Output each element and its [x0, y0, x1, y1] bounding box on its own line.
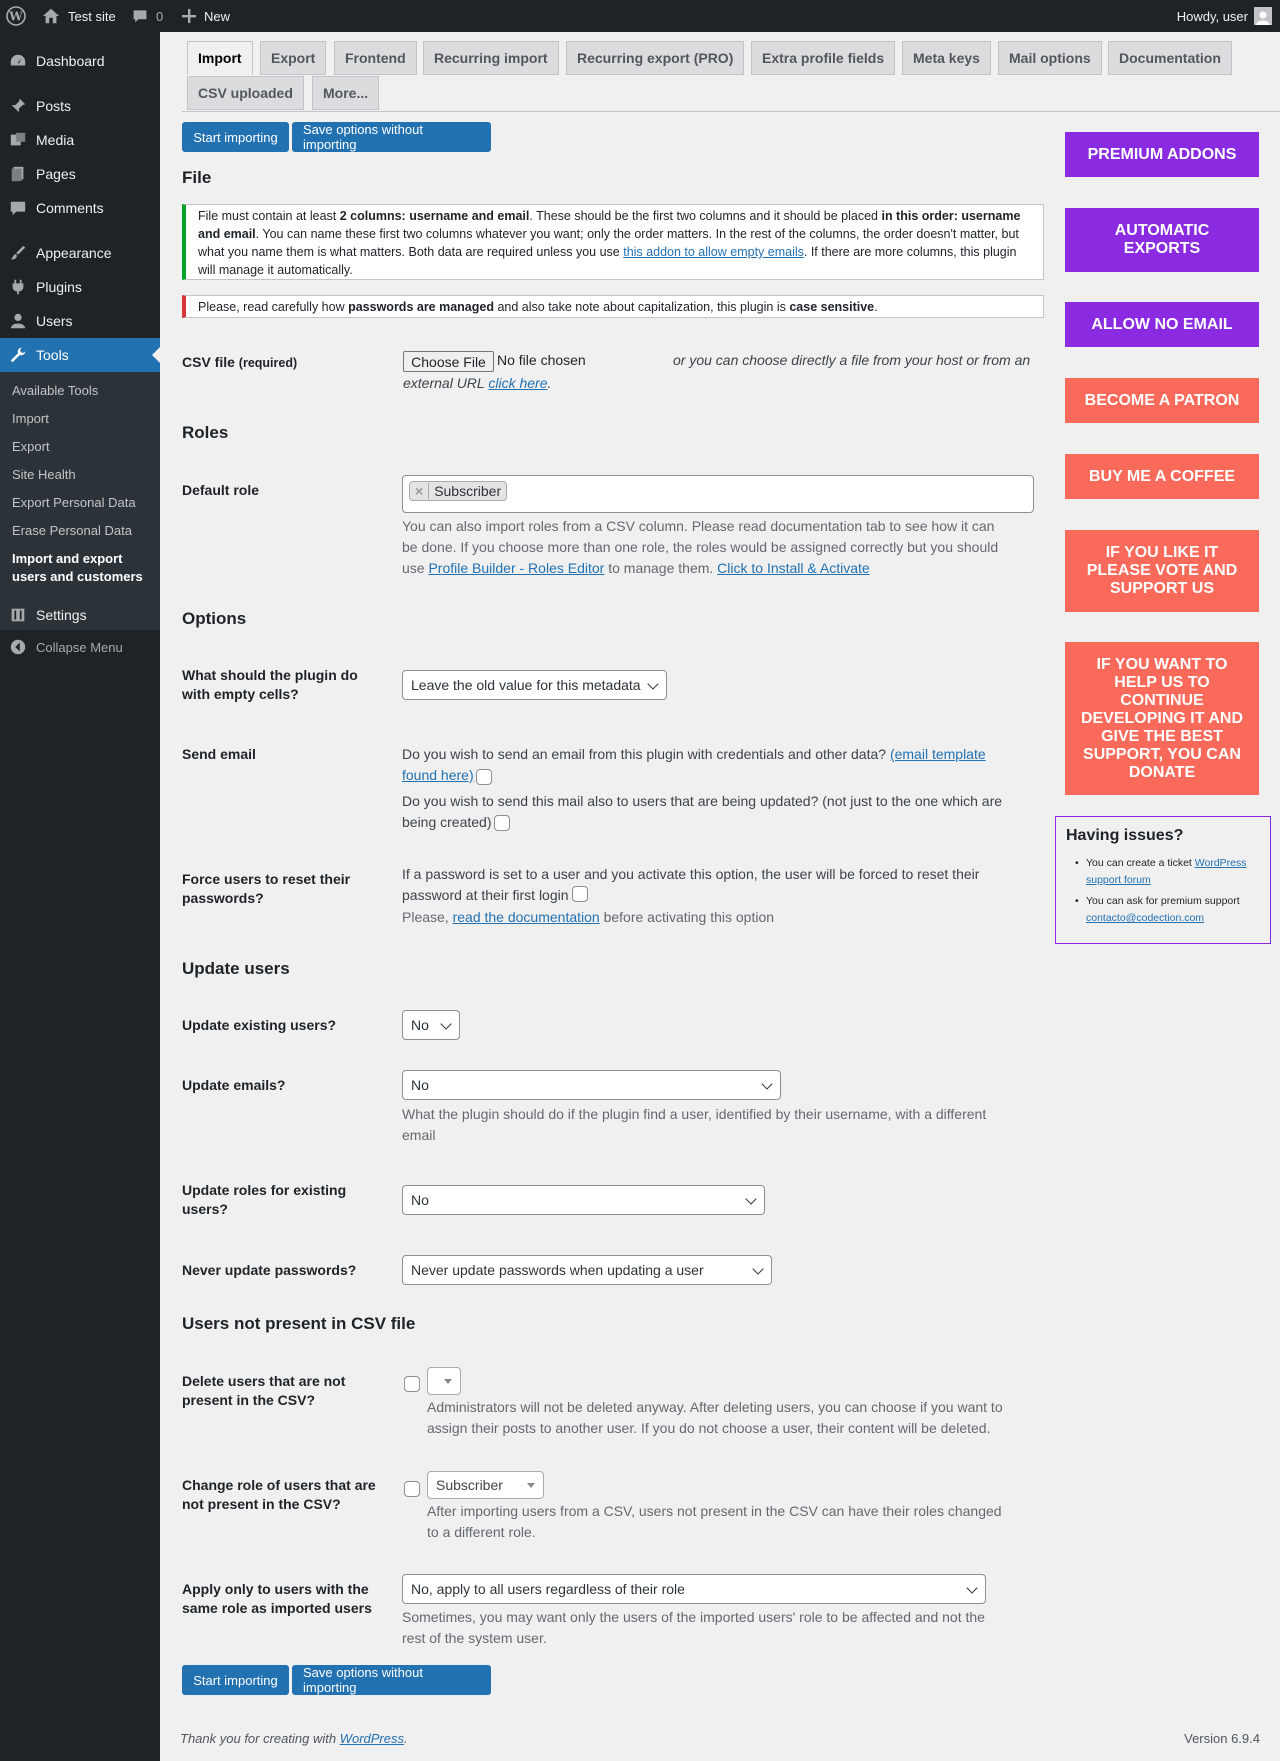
issues-item-premium: [1066, 893, 1260, 927]
premium-addons-button[interactable]: PREMIUM ADDONS: [1065, 132, 1259, 177]
active-indicator: [152, 347, 160, 363]
section-options-heading: Options: [182, 609, 247, 628]
tab-extra-profile-fields[interactable]: Extra profile fields: [751, 41, 895, 75]
chevron-down-icon: [440, 1018, 451, 1029]
sidebar-item-label: Comments: [36, 200, 104, 216]
update-emails-description: What the plugin should do if the plugin find a user, identified by their username, with a different email: [402, 1106, 987, 1143]
user-icon: [0, 312, 36, 330]
notice-bold: 2 columns: username and email: [339, 209, 530, 223]
sidebar-item-comments[interactable]: [0, 191, 160, 225]
media-icon: [0, 131, 36, 149]
install-activate-link[interactable]: Click to Install & Activate: [717, 560, 870, 576]
roles-description: [402, 516, 1002, 579]
sidebar-item-plugins[interactable]: [0, 270, 160, 304]
tab-more[interactable]: More...: [312, 76, 379, 110]
dashboard-icon: [0, 52, 36, 70]
delete-users-description: Administrators will not be deleted anyway. After deleting users, you can choose if you want to assign their posts to another user. If you do not choose a user, their content will be deleted.: [427, 1399, 1003, 1436]
comments-link[interactable]: [132, 0, 163, 32]
plug-icon: [0, 278, 36, 296]
empty-cells-select[interactable]: [402, 670, 667, 700]
tab-csv-uploaded[interactable]: CSV uploaded: [187, 76, 304, 110]
notice-text: File must contain at least: [198, 209, 340, 223]
force-reset-label: Force users to reset their passwords?: [182, 871, 351, 906]
vote-support-button[interactable]: IF YOU LIKE IT PLEASE VOTE AND SUPPORT US: [1065, 530, 1259, 612]
chevron-down-icon: [752, 1263, 763, 1274]
notice-text: . If there are more columns, this plugin will manage it automatically.: [198, 245, 1017, 277]
submenu-site-health[interactable]: Site Health: [12, 467, 76, 482]
sidebar-item-pages[interactable]: [0, 157, 160, 191]
pages-icon: [0, 165, 36, 183]
tab-export[interactable]: Export: [260, 41, 326, 75]
csv-file-label: [182, 353, 382, 373]
notice-text: and also take note about capitalization, this plugin is: [494, 300, 790, 314]
sidebar-item-label: Users: [36, 313, 73, 329]
wrench-icon: [0, 346, 36, 364]
sidebar-item-posts[interactable]: [0, 89, 160, 123]
default-role-label: Default role: [182, 482, 260, 498]
sidebar-item-label: Media: [36, 132, 75, 148]
site-name: Test site: [68, 8, 116, 24]
sidebar-item-label: Settings: [36, 607, 87, 623]
become-patron-button[interactable]: BECOME A PATRON: [1065, 378, 1259, 423]
footer-thanks: [180, 1731, 408, 1746]
brush-icon: [0, 244, 36, 262]
chevron-down-icon: [761, 1078, 772, 1089]
update-roles-select[interactable]: [402, 1185, 765, 1215]
send-updated-text: Do you wish to send this mail also to users that are being updated? (not just to the one which are being created): [402, 793, 1003, 830]
having-issues-title: Having issues?: [1066, 827, 1184, 844]
select-value: No: [411, 1017, 429, 1033]
sidebar-item-appearance[interactable]: [0, 236, 160, 270]
allow-no-email-button[interactable]: ALLOW NO EMAIL: [1065, 302, 1259, 347]
apply-same-role-select[interactable]: [402, 1574, 986, 1604]
change-role-select[interactable]: [427, 1471, 544, 1499]
sidebar-item-label: Plugins: [36, 279, 82, 295]
notice-text: . These should be the first two columns and it should be placed: [529, 209, 882, 223]
start-importing-button-bottom[interactable]: Start importing: [182, 1665, 289, 1695]
new-content-link[interactable]: [182, 0, 230, 32]
remove-tag-icon[interactable]: ×: [410, 483, 429, 499]
desc-text: Please,: [402, 909, 453, 925]
tab-frontend[interactable]: Frontend: [334, 41, 417, 75]
alt-source-text: external URL: [403, 375, 489, 391]
notice-bold: passwords are managed: [348, 300, 494, 314]
sidebar-item-media[interactable]: [0, 123, 160, 157]
notice-text: . You can name these first two columns whatever you want; only the order matters. In the rest of the columns, the order doesn't matter, but what you name them is what matters. Both data are required unless you use: [198, 227, 1019, 259]
label-text: CSV file: [182, 354, 235, 370]
tab-documentation[interactable]: Documentation: [1108, 41, 1232, 75]
notice-text: Please, read carefully how: [198, 300, 349, 314]
select-value: Never update passwords when updating a user: [411, 1262, 704, 1278]
allow-empty-emails-link[interactable]: this addon to allow empty emails: [623, 245, 804, 259]
home-icon: [42, 7, 60, 25]
update-roles-label: Update roles for existing users?: [182, 1182, 347, 1217]
passwords-notice: [182, 295, 1044, 318]
chevron-down-icon: [966, 1582, 977, 1593]
update-emails-label: Update emails?: [182, 1077, 286, 1093]
never-update-passwords-select[interactable]: [402, 1255, 772, 1285]
sidebar-item-users[interactable]: [0, 304, 160, 338]
empty-cells-label: What should the plugin do with empty cells?: [182, 667, 358, 702]
send-updated-checkbox[interactable]: [494, 815, 510, 831]
chevron-down-icon: [647, 678, 658, 689]
bullet-icon: •: [1075, 895, 1079, 907]
save-options-button[interactable]: Save options without importing: [292, 122, 491, 152]
update-emails-select[interactable]: [402, 1070, 781, 1100]
delete-users-checkbox[interactable]: [404, 1376, 420, 1392]
send-email-label: Send email: [182, 746, 256, 762]
change-role-description: After importing users from a CSV, users not present in the CSV can have their roles changed to a different role.: [427, 1503, 1002, 1540]
tab-mail-options[interactable]: Mail options: [998, 41, 1102, 75]
never-update-passwords-label: Never update passwords?: [182, 1262, 357, 1278]
submenu-erase-personal-data[interactable]: Erase Personal Data: [12, 523, 132, 538]
tab-recurring-export-pro[interactable]: Recurring export (PRO): [566, 41, 744, 75]
desc-text: You can also import roles from a CSV column. Please read documentation tab to see how it can be done. If you choose more than one role, the roles would be assigned correctly but you should use: [402, 518, 999, 576]
force-reset-text: If a password is set to a user and you activate this option, the user will be forced to reset their password at their first login: [402, 866, 980, 903]
save-options-button-bottom[interactable]: Save options without importing: [292, 1665, 491, 1695]
section-not-present-heading: Users not present in CSV file: [182, 1314, 416, 1333]
footer-text: Thank you for creating with: [180, 1731, 340, 1746]
sidebar-item-label: Dashboard: [36, 53, 105, 69]
section-update-users-heading: Update users: [182, 959, 290, 978]
start-importing-button[interactable]: Start importing: [182, 122, 289, 152]
role-tag-label: Subscriber: [434, 483, 502, 499]
apply-same-role-label: Apply only to users with the same role as imported users: [182, 1581, 372, 1616]
dropdown-arrow-icon: [527, 1483, 535, 1488]
tab-divider: [182, 111, 1280, 112]
sidebar-item-label: Pages: [36, 166, 76, 182]
submenu-import[interactable]: Import: [12, 411, 49, 426]
apply-same-role-description: Sometimes, you may want only the users of the imported users' role to be affected and not the rest of the system user.: [402, 1609, 985, 1646]
bullet-icon: •: [1075, 857, 1079, 869]
section-file-heading: File: [182, 168, 212, 187]
dropdown-arrow-icon: [444, 1379, 452, 1384]
automatic-exports-button[interactable]: AUTOMATIC EXPORTS: [1065, 208, 1259, 272]
section-roles-heading: Roles: [182, 423, 229, 442]
issues-text: You can create a ticket: [1086, 857, 1195, 869]
sidebar-item-label: Collapse Menu: [36, 639, 123, 655]
wordpress-link[interactable]: WordPress: [339, 1731, 404, 1746]
email-template-link[interactable]: (email template found here): [402, 746, 986, 783]
notice-text: .: [874, 300, 878, 314]
howdy-text: Howdy, user: [1176, 8, 1248, 24]
collapse-menu-button[interactable]: [0, 630, 160, 664]
delete-reassign-select[interactable]: [427, 1367, 461, 1395]
sidebar-item-tools[interactable]: [0, 338, 160, 372]
collapse-icon: [0, 638, 36, 656]
pin-icon: [0, 97, 36, 115]
submenu-export-personal-data[interactable]: Export Personal Data: [12, 495, 136, 510]
force-reset-checkbox[interactable]: [572, 886, 588, 902]
sidebar-item-dashboard[interactable]: [0, 44, 160, 78]
sidebar-item-settings[interactable]: [0, 598, 160, 632]
send-email-checkbox[interactable]: [476, 769, 492, 785]
choose-file-button[interactable]: Choose File: [403, 351, 494, 372]
notice-bold: case sensitive: [789, 300, 875, 314]
sidebar-item-label: Appearance: [36, 245, 112, 261]
field-text: Do you wish to send an email from this plugin with credentials and other data?: [402, 746, 890, 762]
new-label: New: [204, 8, 231, 24]
tab-import[interactable]: Import: [187, 41, 253, 75]
notice-bold: in this order: username and email: [198, 209, 1021, 241]
chevron-down-icon: [745, 1193, 756, 1204]
change-role-checkbox[interactable]: [404, 1481, 420, 1497]
sidebar-item-label: Posts: [36, 98, 72, 114]
alt-source-line2: [403, 373, 551, 394]
settings-icon: [0, 606, 36, 624]
select-value: Leave the old value for this metadata: [411, 677, 641, 693]
tab-meta-keys[interactable]: Meta keys: [902, 41, 991, 75]
desc-text: to manage them.: [604, 560, 718, 576]
avatar: [1254, 7, 1272, 25]
required-marker: (required): [238, 356, 298, 370]
profile-builder-link[interactable]: Profile Builder - Roles Editor: [428, 560, 605, 576]
read-documentation-link[interactable]: read the documentation: [452, 909, 600, 925]
footer-text: .: [404, 1731, 408, 1746]
issues-text: You can ask for premium support: [1086, 895, 1240, 907]
update-existing-label: Update existing users?: [182, 1017, 337, 1033]
force-reset-note: [402, 907, 774, 928]
plus-icon: [182, 9, 196, 23]
donate-button[interactable]: IF YOU WANT TO HELP US TO CONTINUE DEVELOPING IT AND GIVE THE BEST SUPPORT, YOU CAN DONATE: [1065, 642, 1259, 795]
support-forum-link[interactable]: WordPress support forum: [1086, 857, 1247, 886]
tab-recurring-import[interactable]: Recurring import: [423, 41, 559, 75]
having-issues-box: [1055, 816, 1271, 944]
submenu-available-tools[interactable]: Available Tools: [12, 383, 99, 398]
site-name-link[interactable]: [42, 0, 116, 32]
no-file-chosen-text: No file chosen: [497, 352, 586, 368]
submenu-export[interactable]: Export: [12, 439, 50, 454]
footer-version: Version 6.9.4: [1184, 1731, 1260, 1746]
comment-icon: [0, 199, 36, 217]
comments-count: 0: [156, 8, 164, 24]
buy-coffee-button[interactable]: BUY ME A COFFEE: [1065, 454, 1259, 499]
alt-source-text: or you can choose directly a file from your host or from an: [673, 352, 1031, 368]
delete-users-label: Delete users that are not present in the CSV?: [182, 1373, 346, 1408]
select-value: No, apply to all users regardless of their role: [411, 1581, 685, 1597]
select-value: No: [411, 1192, 429, 1208]
alt-source-text: .: [547, 375, 552, 391]
comment-icon: [132, 8, 148, 24]
svg-text:W: W: [9, 9, 23, 24]
account-menu[interactable]: [1177, 0, 1272, 32]
wordpress-logo-icon[interactable]: [6, 0, 26, 32]
admin-bar: [0, 0, 1280, 32]
update-existing-select[interactable]: [402, 1010, 460, 1040]
role-tag-subscriber: [409, 481, 507, 501]
support-email-link[interactable]: contacto@codection.com: [1086, 912, 1205, 924]
click-here-link[interactable]: click here: [488, 375, 548, 391]
default-role-select[interactable]: [402, 475, 1034, 513]
sidebar-item-label: Tools: [36, 347, 69, 363]
select-value: Subscriber: [436, 1477, 503, 1493]
issues-item-forum: [1066, 855, 1260, 889]
desc-text: before activating this option: [599, 909, 775, 925]
change-role-label: Change role of users that are not present in the CSV?: [182, 1477, 376, 1512]
send-email-text: [402, 744, 1002, 786]
submenu-import-export-users[interactable]: Import and export users and customers: [12, 551, 143, 584]
columns-notice: [182, 204, 1044, 280]
select-value: No: [411, 1077, 429, 1093]
